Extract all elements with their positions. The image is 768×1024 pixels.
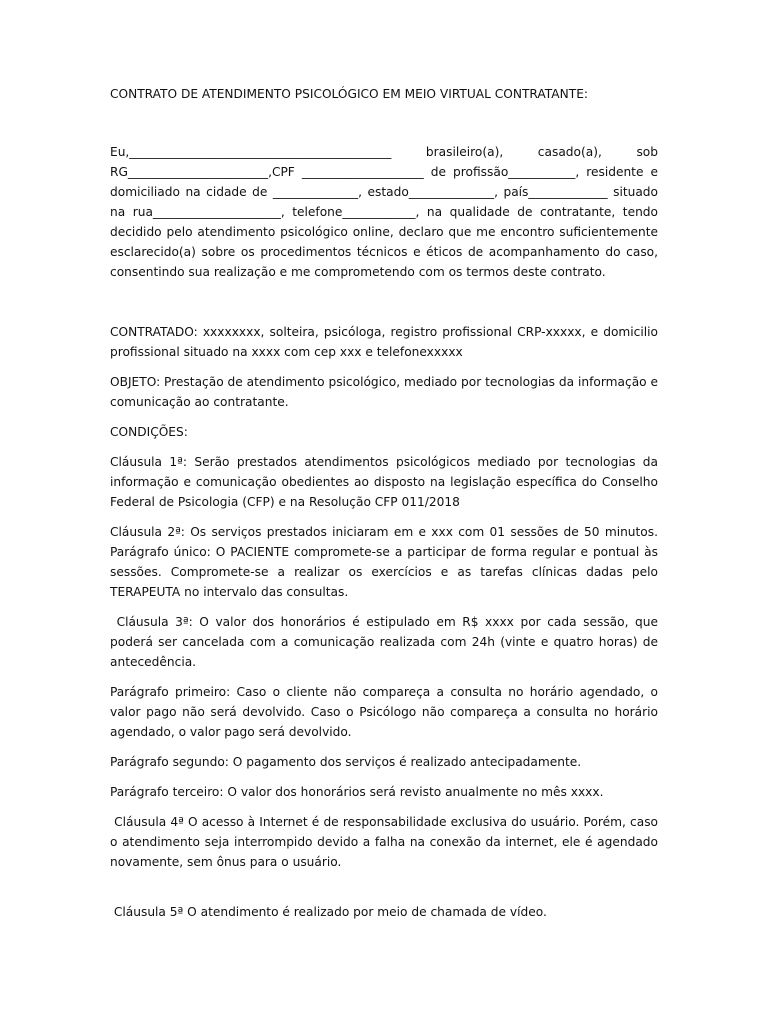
paragrafo-terceiro: Parágrafo terceiro: O valor dos honorários será revisto anualmente no mês xxxx. bbox=[110, 785, 604, 799]
paragrafo-segundo: Parágrafo segundo: O pagamento dos serviços é realizado antecipadamente. bbox=[110, 755, 582, 769]
clausula-2: Cláusula 2ª: Os serviços prestados iniciaram em e xxx com 01 sessões de 50 minutos. Parágrafo único: O PACIENTE compromete-se a participar de forma regular e pontual às sessões. Compromete-se a realizar os exercícios e as tarefas clínicas dadas pelo TERAPEUTA no intervalo das consultas. bbox=[110, 525, 658, 599]
document-title: CONTRATO DE ATENDIMENTO PSICOLÓGICO EM MEIO VIRTUAL CONTRATANTE: bbox=[110, 87, 588, 101]
contratado-paragraph: CONTRATADO: xxxxxxxx, solteira, psicóloga, registro profissional CRP-xxxxx, e domicilio profissional situado na xxxx com cep xxx e telefonexxxxx bbox=[110, 325, 658, 359]
clausula-5: Cláusula 5ª O atendimento é realizado por meio de chamada de vídeo. bbox=[110, 905, 547, 919]
paragrafo-primeiro: Parágrafo primeiro: Caso o cliente não compareça a consulta no horário agendado, o valor pago não será devolvido. Caso o Psicólogo não compareça a consulta no horário agendado, o valor pago será devolvido. bbox=[110, 685, 658, 739]
objeto-paragraph: OBJETO: Prestação de atendimento psicológico, mediado por tecnologias da informação e comunicação ao contratante. bbox=[110, 375, 658, 409]
document-page bbox=[110, 84, 662, 922]
condicoes-heading: CONDIÇÕES: bbox=[110, 425, 188, 439]
clausula-1: Cláusula 1ª: Serão prestados atendimentos psicológicos mediado por tecnologias da informação e comunicação obedientes ao disposto na legislação específica do Conselho Federal de Psicologia (CFP) e na Resolução CFP 011/2018 bbox=[110, 455, 658, 509]
clausula-3: Cláusula 3ª: O valor dos honorários é estipulado em R$ xxxx por cada sessão, que poderá ser cancelada com a comunicação realizada com 24h (vinte e quatro horas) de antecedência. bbox=[110, 615, 662, 669]
clausula-4: Cláusula 4ª O acesso à Internet é de responsabilidade exclusiva do usuário. Porém, caso o atendimento seja interrompido devido a falha na conexão da internet, ele é agendado novamente, sem ônus para o usuário. bbox=[110, 815, 662, 869]
contratante-paragraph: Eu,___________________________________________ brasileiro(a), casado(a), sob RG_______________________,CPF ____________________ de profissão___________, residente e domiciliado na cidade de ______________, estado______________, país_____________ situado na rua_____________________, telefone____________, na qualidade de contratante, tendo decidido pelo atendimento psicológico online, declaro que me encontro suficientemente esclarecido(a) sobre os procedimentos técnicos e éticos de acompanhamento do caso, consentindo sua realização e me comprometendo com os termos deste contrato. bbox=[110, 145, 658, 279]
